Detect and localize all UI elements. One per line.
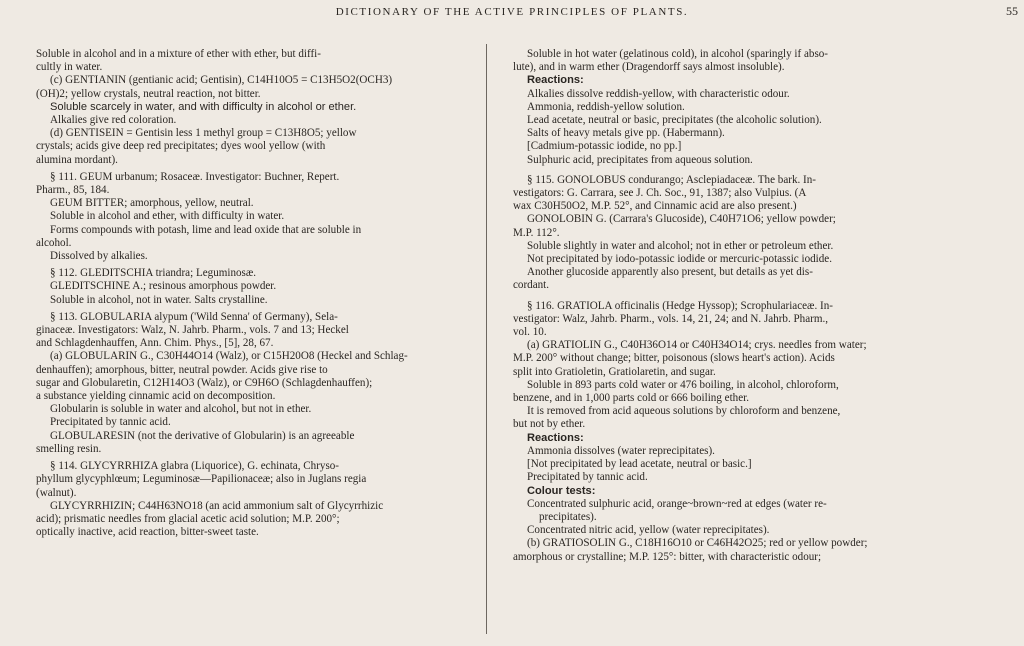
line: phyllum glycyphlœum; Leguminosæ—Papilionaceæ; also in Juglans regia <box>36 473 367 486</box>
line: acid); prismatic needles from glacial acetic acid solution; M.P. 200°; <box>36 512 340 525</box>
line: a substance yielding cinnamic acid on decomposition. <box>36 390 276 403</box>
line: [Not precipitated by lead acetate, neutral or basic.] <box>527 458 752 471</box>
section-116: § 116. GRATIOLA officinalis (Hedge Hyssop); Scrophulariaceæ. In- <box>527 299 833 312</box>
line: GLOBULARESIN (not the derivative of Globularin) is an agreeable <box>50 429 355 442</box>
line: (OH)2; yellow crystals, neutral reaction, not bitter. <box>36 87 261 100</box>
line: denhauffen); amorphous, bitter, neutral powder. Acids give rise to <box>36 363 328 376</box>
line: Ammonia, reddish-yellow solution. <box>527 100 685 113</box>
running-header <box>0 4 1024 22</box>
line: Pharm., 85, 184. <box>36 184 110 197</box>
line: wax C30H50O2, M.P. 52°, and Cinnamic acid are also present.) <box>513 200 797 213</box>
line: (c) GENTIANIN (gentianic acid; Gentisin), C14H10O5 = C13H5O2(OCH3) <box>50 74 393 87</box>
line: M.P. 200° without change; bitter, poisonous (slows heart's action). Acids <box>513 352 835 365</box>
line: (b) GRATIOSOLIN G., C18H16O10 or C46H42O25; red or yellow powder; <box>527 537 868 550</box>
line: Forms compounds with potash, lime and lead oxide that are soluble in <box>50 223 362 236</box>
line: smelling resin. <box>36 442 102 455</box>
line: (d) GENTISEIN = Gentisin less 1 methyl group = C13H8O5; yellow <box>50 127 357 140</box>
line: Dissolved by alkalies. <box>50 250 148 263</box>
line: cultly in water. <box>36 61 103 74</box>
line: Soluble in alcohol and ether, with difficulty in water. <box>50 210 285 223</box>
line: and Schlagdenhauffen, Ann. Chim. Phys., [5], 28, 67. <box>36 337 274 350</box>
line: amorphous or crystalline; M.P. 125°: bitter, with characteristic odour; <box>513 550 822 563</box>
line: (walnut). <box>36 486 77 499</box>
line: Soluble scarcely in water, and with difficulty in alcohol or ether. <box>50 100 357 113</box>
line: crystals; acids give deep red precipitates; dyes wool yellow (with <box>36 140 326 153</box>
line: Soluble in hot water (gelatinous cold), in alcohol (sparingly if abso- <box>527 48 829 60</box>
line: split into Gratioletin, Gratiolaretin, and sugar. <box>513 365 716 378</box>
page-number: 55 <box>1006 4 1018 18</box>
line: Alkalies dissolve reddish-yellow, with characteristic odour. <box>527 87 790 100</box>
line: Another glucoside apparently also present, but details as yet dis- <box>527 266 813 279</box>
line: vestigator: Walz, Jahrb. Pharm., vols. 14, 21, 24; and N. Jahrb. Pharm., <box>513 312 829 325</box>
reactions-heading: Reactions: <box>527 74 584 87</box>
line: Soluble in alcohol and in a mixture of ether with ether, but diffi- <box>36 48 321 60</box>
section-113: § 113. GLOBULARIA alypum ('Wild Senna' of Germany), Sela- <box>50 310 338 323</box>
line: ginaceæ. Investigators: Walz, N. Jahrb. Pharm., vols. 7 and 13; Heckel <box>36 324 349 337</box>
line: vol. 10. <box>513 326 547 339</box>
line: benzene, and in 1,000 parts cold or 666 boiling ether. <box>513 392 749 405</box>
section-112: § 112. GLEDITSCHIA triandra; Leguminosæ. <box>50 267 257 280</box>
line: lute), and in warm ether (Dragendorff says almost insoluble). <box>513 61 785 74</box>
line: Concentrated nitric acid, yellow (water reprecipitates). <box>527 524 770 537</box>
line: Precipitated by tannic acid. <box>50 416 171 429</box>
line: alumina mordant). <box>36 153 118 166</box>
line: optically inactive, acid reaction, bitter-sweet taste. <box>36 526 259 539</box>
line: alcohol. <box>36 236 72 249</box>
line: GLYCYRRHIZIN; C44H63NO18 (an acid ammonium salt of Glycyrrhizic <box>50 499 384 512</box>
line: vestigators: G. Carrara, see J. Ch. Soc., 91, 1387; also Vulpius. (A <box>513 187 807 200</box>
line: (a) GLOBULARIN G., C30H44O14 (Walz), or C15H20O8 (Heckel and Schlag- <box>50 350 408 363</box>
line: Alkalies give red coloration. <box>50 114 177 127</box>
line: but not by ether. <box>513 418 586 431</box>
running-title: DICTIONARY OF THE ACTIVE PRINCIPLES OF PLANTS. <box>335 6 689 18</box>
line: Sulphuric acid, precipitates from aqueous solution. <box>527 153 753 166</box>
line: Ammonia dissolves (water reprecipitates). <box>527 444 715 457</box>
line: GLEDITSCHINE A.; resinous amorphous powder. <box>50 280 277 293</box>
line: Soluble in 893 parts cold water or 476 boiling, in alcohol, chloroform, <box>527 378 839 391</box>
line: Precipitated by tannic acid. <box>527 471 648 484</box>
line: Salts of heavy metals give pp. (Habermann). <box>527 127 725 140</box>
section-111: § 111. GEUM urbanum; Rosaceæ. Investigator: Buchner, Repert. <box>50 170 340 183</box>
line: It is removed from acid aqueous solutions by chloroform and benzene, <box>527 405 841 418</box>
line: Soluble in alcohol, not in water. Salts crystalline. <box>50 293 268 306</box>
line: M.P. 112°. <box>513 226 560 239</box>
line: Not precipitated by iodo-potassic iodide or mercuric-potassic iodide. <box>527 253 832 266</box>
line: (a) GRATIOLIN G., C40H36O14 or C40H34O14; crys. needles from water; <box>527 339 867 352</box>
line: Soluble slightly in water and alcohol; not in ether or petroleum ether. <box>527 239 834 252</box>
line: Concentrated sulphuric acid, orange~brown~red at edges (water re- <box>527 497 827 510</box>
left-column <box>36 48 494 539</box>
line: GEUM BITTER; amorphous, yellow, neutral. <box>50 197 254 210</box>
section-115: § 115. GONOLOBUS condurango; Asclepiadaceæ. The bark. In- <box>527 173 816 186</box>
line: precipitates). <box>539 510 597 523</box>
line: cordant. <box>513 279 550 292</box>
section-114: § 114. GLYCYRRHIZA glabra (Liquorice), G. echinata, Chryso- <box>50 460 340 473</box>
right-column <box>513 48 983 564</box>
colour-tests-heading: Colour tests: <box>527 484 596 497</box>
line: GONOLOBIN G. (Carrara's Glucoside), C40H71O6; yellow powder; <box>527 213 836 226</box>
line: Lead acetate, neutral or basic, precipitates (the alcoholic solution). <box>527 114 822 127</box>
reactions-heading: Reactions: <box>527 431 584 444</box>
line: sugar and Globularetin, C12H14O3 (Walz), or C9H6O (Schlagdenhauffen); <box>36 376 373 389</box>
line: Globularin is soluble in water and alcohol, but not in ether. <box>50 403 312 416</box>
line: [Cadmium-potassic iodide, no pp.] <box>527 140 682 153</box>
